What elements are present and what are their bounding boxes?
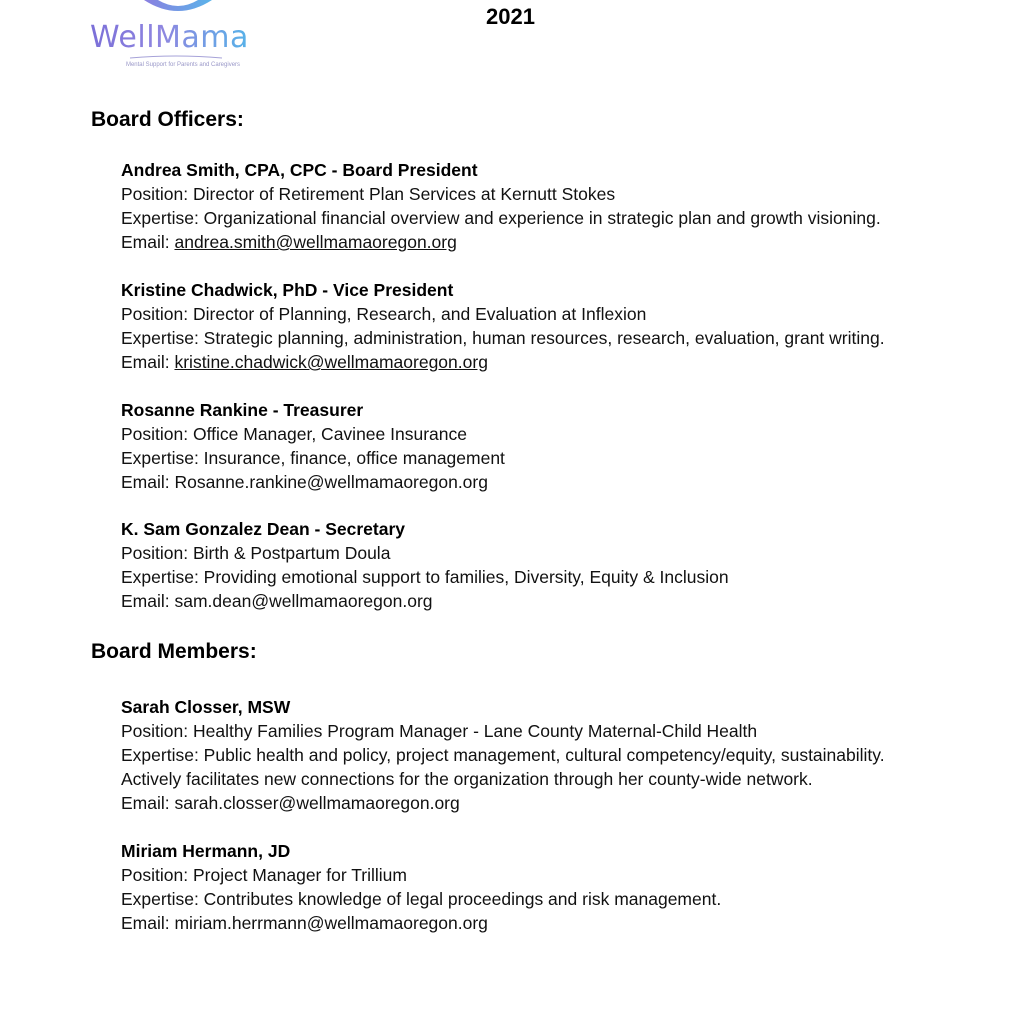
member-entry-sarah-closser: [121, 695, 981, 815]
document-year: 2021: [486, 4, 535, 29]
member-position: Position: Healthy Families Program Manager - Lane County Maternal-Child Health: [121, 721, 758, 741]
officer-position: Position: Birth & Postpartum Doula: [121, 543, 391, 563]
officer-name: Kristine Chadwick, PhD - Vice President: [121, 280, 454, 300]
officer-name: Rosanne Rankine - Treasurer: [121, 400, 364, 420]
email-label: Email:: [121, 913, 175, 933]
officer-position: Position: Office Manager, Cavinee Insurance: [121, 424, 467, 444]
members-heading: Board Members:: [91, 640, 257, 663]
member-email: sarah.closser@wellmamaoregon.org: [174, 793, 460, 813]
officer-email-line: [121, 230, 981, 254]
officer-email: sam.dean@wellmamaoregon.org: [174, 591, 433, 611]
logo-swoosh-icon: [128, 54, 224, 60]
member-name: Sarah Closser, MSW: [121, 697, 291, 717]
officer-expertise: Expertise: Providing emotional support to families, Diversity, Equity & Inclusion: [121, 567, 729, 587]
email-label: Email:: [121, 232, 175, 252]
member-position: Position: Project Manager for Trillium: [121, 865, 407, 885]
member-entry-miriam-hermann: [121, 839, 981, 935]
officer-entry-president: [121, 158, 981, 254]
member-email-line: [121, 911, 981, 935]
member-email-line: [121, 791, 981, 815]
officer-name: K. Sam Gonzalez Dean - Secretary: [121, 519, 405, 539]
officer-email-line: [121, 350, 981, 374]
officer-entry-treasurer: [121, 398, 981, 494]
officer-entry-vice-president: [121, 278, 981, 374]
officer-expertise: Expertise: Insurance, finance, office management: [121, 448, 505, 468]
logo-tagline: Mental Support for Parents and Caregivers: [125, 62, 241, 68]
member-name: Miriam Hermann, JD: [121, 841, 291, 861]
wellmama-logo: [86, 0, 270, 76]
email-label: Email:: [121, 793, 175, 813]
officer-expertise: Expertise: Organizational financial overview and experience in strategic plan and growth visioning.: [121, 208, 881, 228]
officer-email-line: [121, 470, 981, 494]
officer-position: Position: Director of Planning, Research, and Evaluation at Inflexion: [121, 304, 647, 324]
officer-email-link[interactable]: kristine.chadwick@wellmamaoregon.org: [174, 352, 488, 372]
officer-name: Andrea Smith, CPA, CPC - Board President: [121, 160, 478, 180]
officer-position: Position: Director of Retirement Plan Services at Kernutt Stokes: [121, 184, 616, 204]
logo-arc-icon: [86, 0, 270, 22]
member-expertise: Expertise: Public health and policy, project management, cultural competency/equity, sustainability.: [121, 745, 885, 765]
email-label: Email:: [121, 472, 175, 492]
member-email: miriam.herrmann@wellmamaoregon.org: [174, 913, 488, 933]
officer-entry-secretary: [121, 517, 981, 613]
officer-email-link[interactable]: andrea.smith@wellmamaoregon.org: [174, 232, 457, 252]
officer-email-line: [121, 589, 981, 613]
email-label: Email:: [121, 591, 175, 611]
member-expertise: Expertise: Contributes knowledge of legal proceedings and risk management.: [121, 889, 722, 909]
officer-email: Rosanne.rankine@wellmamaoregon.org: [174, 472, 488, 492]
member-expertise-continued: Actively facilitates new connections for the organization through her county-wide network.: [121, 769, 813, 789]
officer-expertise: Expertise: Strategic planning, administration, human resources, research, evaluation, grant writing.: [121, 328, 885, 348]
logo-wordmark: WellMama: [90, 20, 249, 55]
officers-heading: Board Officers:: [91, 108, 244, 131]
email-label: Email:: [121, 352, 175, 372]
